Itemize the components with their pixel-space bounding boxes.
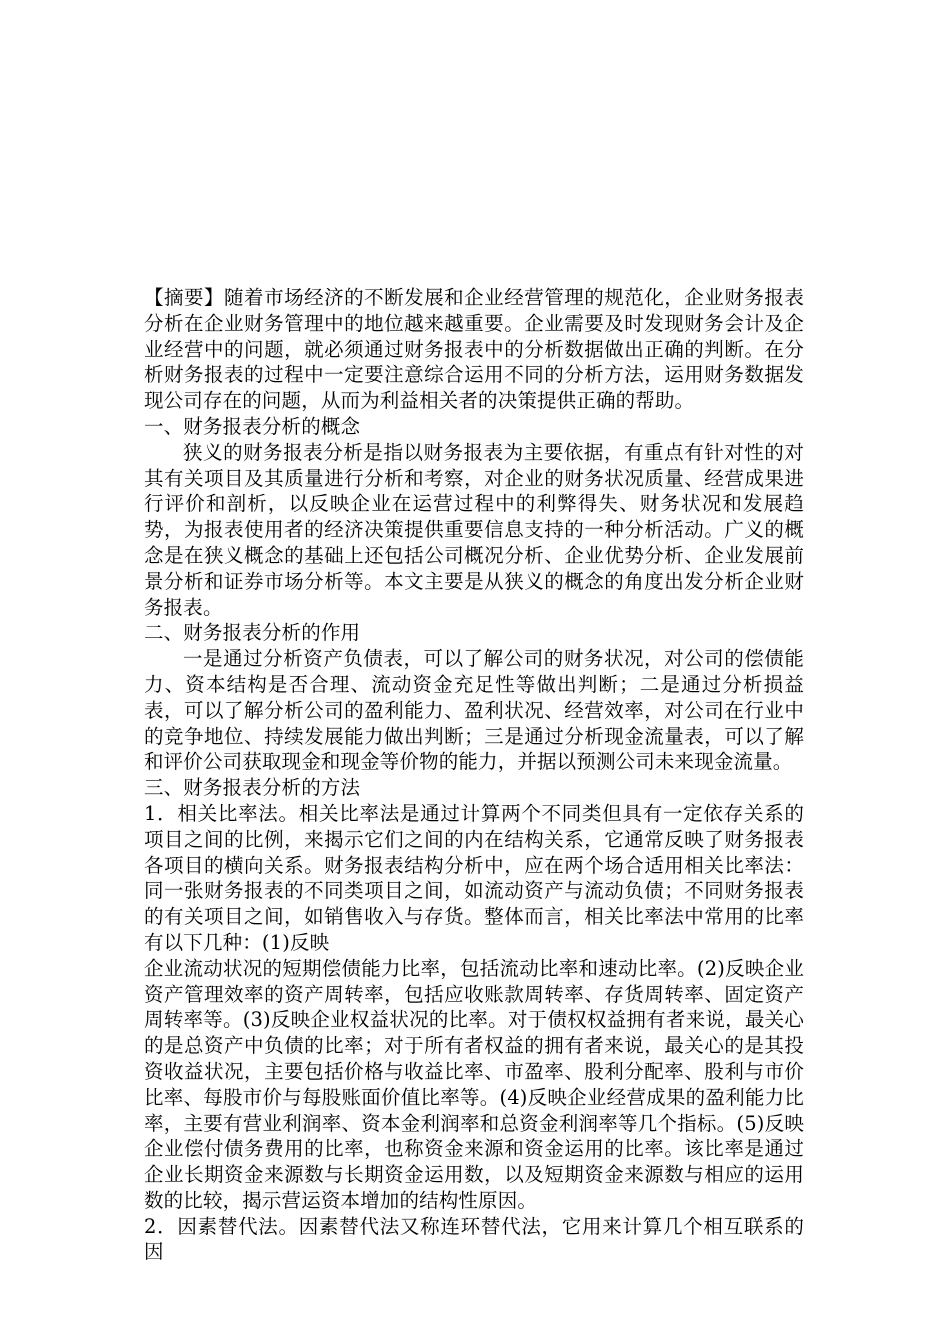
method-ratio-intro: 1．相关比率法。相关比率法是通过计算两个不同类但具有一定依存关系的项目之间的比例，来揭示它们之间的内在结构关系，它通常反映了财务报表各项目的横向关系。财务报表结构分析中，应在两个场合适用相关比率法：同一张财务报表的不同类项目之间，如流动资产与流动负债；不同财务报表的有关项目之间，如销售收入与存货。整体而言，相关比率法中常用的比率有以下几种：(1)反映	[144, 801, 804, 954]
section-heading-methods: 三、财务报表分析的方法	[144, 776, 361, 800]
section-body-concept: 狭义的财务报表分析是指以财务报表为主要依据，有重点有针对性的对其有关项目及其质量进行分析和考察，对企业的财务状况质量、经营成果进行评价和剖析，以反映企业在运营过程中的利弊得失、财务状况和发展趋势，为报表使用者的经济决策提供重要信息支持的一种分析活动。广义的概念是在狭义概念的基础上还包括公司概况分析、企业优势分析、企业发展前景分析和证券市场分析等。本文主要是从狭义的概念的角度出发分析企业财务报表。	[144, 440, 804, 619]
section-heading-concept: 一、财务报表分析的概念	[144, 414, 361, 438]
method-substitution-intro: 2．因素替代法。因素替代法又称连环替代法，它用来计算几个相互联系的因	[144, 1214, 804, 1264]
document-page	[144, 285, 804, 1265]
abstract-paragraph: 【摘要】随着市场经济的不断发展和企业经营管理的规范化，企业财务报表分析在企业财务管理中的地位越来越重要。企业需要及时发现财务会计及企业经营中的问题，就必须通过财务报表中的分析数据做出正确的判断。在分析财务报表的过程中一定要注意综合运用不同的分析方法，运用财务数据发现公司存在的问题，从而为利益相关者的决策提供正确的帮助。	[144, 286, 804, 413]
method-ratio-detail: 企业流动状况的短期偿债能力比率，包括流动比率和速动比率。(2)反映企业资产管理效率的资产周转率，包括应收账款周转率、存货周转率、固定资产周转率等。(3)反映企业权益状况的比率。对于债权权益拥有者来说，最关心的是总资产中负债的比率；对于所有者权益的拥有者来说，最关心的是其投资收益状况，主要包括价格与收益比率、市盈率、股利分配率、股利与市价比率、每股市价与每股账面价值比率等。(4)反映企业经营成果的盈利能力比率，主要有营业利润率、资本金利润率和总资金利润率等几个指标。(5)反映企业偿付债务费用的比率，也称资金来源和资金运用的比率。该比率是通过企业长期资金来源数与长期资金运用数，以及短期资金来源数与相应的运用数的比较，揭示营运资本增加的结构性原因。	[144, 956, 804, 1212]
section-heading-role: 二、财务报表分析的作用	[144, 621, 361, 645]
section-body-role: 一是通过分析资产负债表，可以了解公司的财务状况，对公司的偿债能力、资本结构是否合理、流动资金充足性等做出判断；二是通过分析损益表，可以了解分析公司的盈利能力、盈利状况、经营效率，对公司在行业中的竞争地位、持续发展能力做出判断；三是通过分析现金流量表，可以了解和评价公司获取现金和现金等价物的能力，并据以预测公司未来现金流量。	[144, 647, 804, 774]
